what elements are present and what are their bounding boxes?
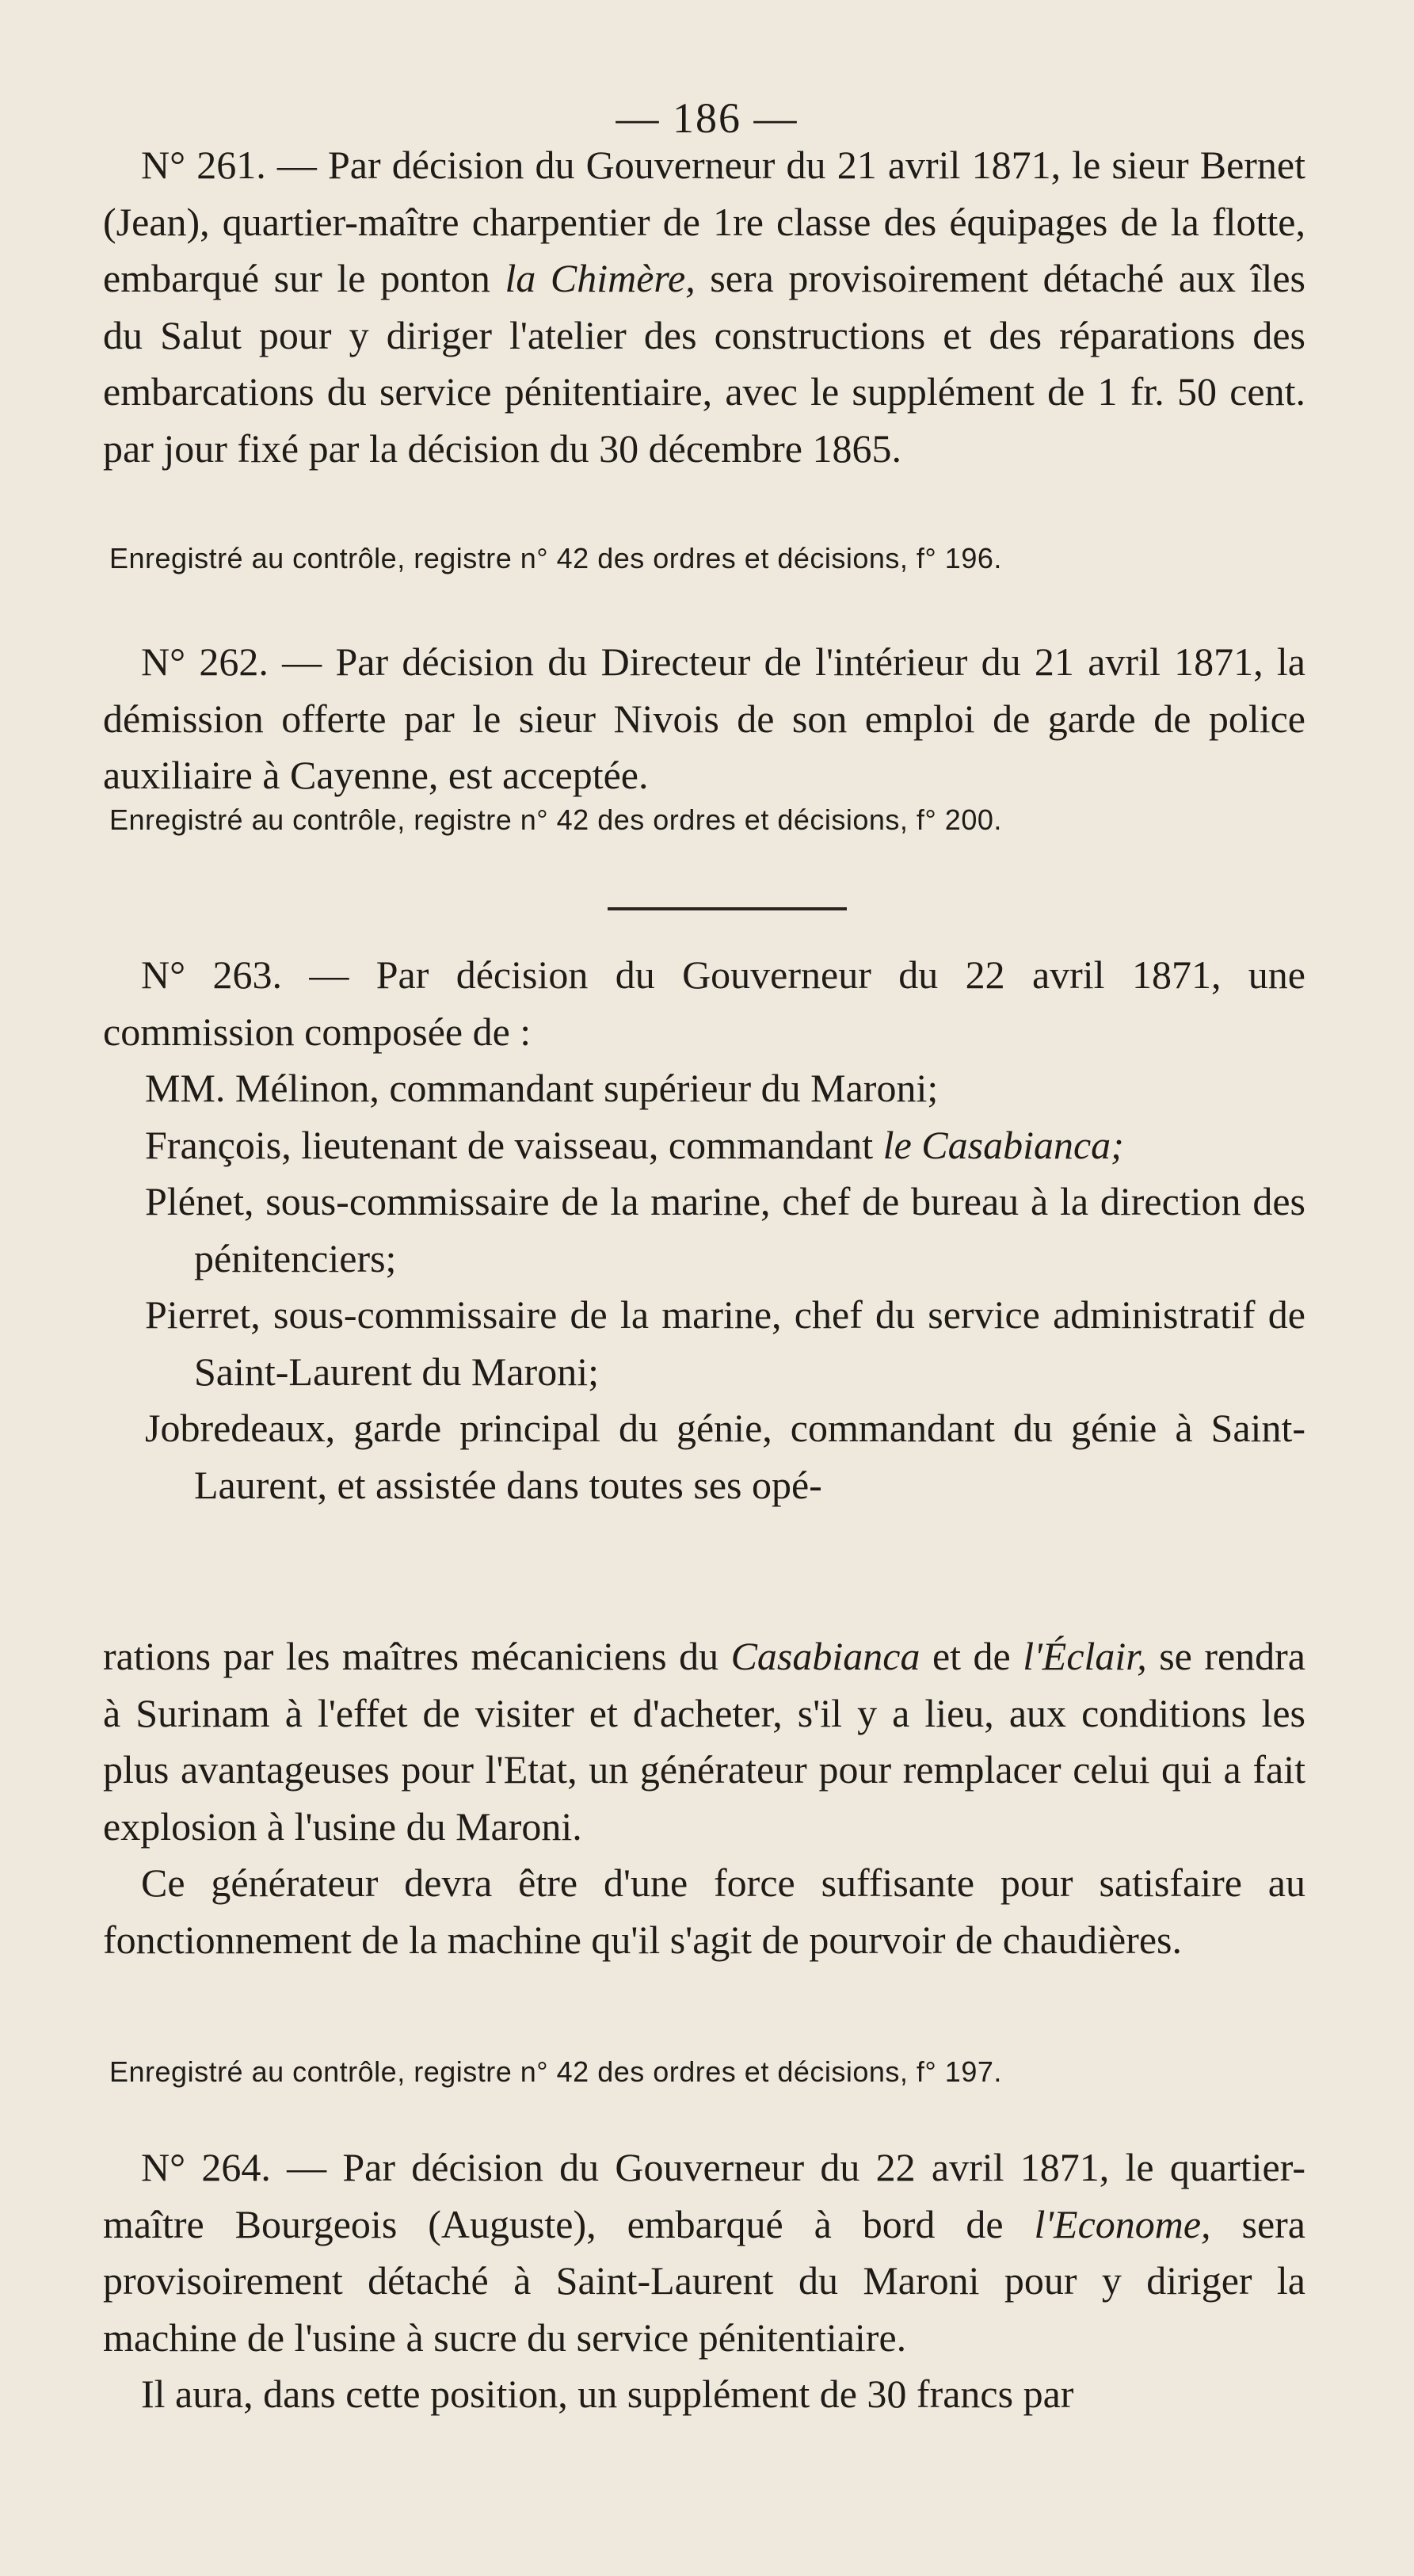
page-number: — 186 —: [616, 94, 798, 142]
decision-264: [103, 2139, 1305, 2423]
members-prefix: MM.: [145, 1066, 226, 1110]
section-divider-rule: [608, 907, 847, 910]
decision-text: — Par décision du Gouverneur du 22 avril 1871, une commission composée de :: [103, 952, 1305, 1054]
commission-members: [103, 1060, 1305, 1513]
registration-note: Enregistré au contrôle, registre n° 42 des ordres et décisions, f° 196.: [109, 542, 1002, 574]
decision-text-continued: sera provisoirement détaché aux îles du Salut pour y diriger l'atelier des constructions et des réparations des embarcations du service pénitentiaire, avec le supplément de 1 fr. 50 cent. par jour fixé par la décision du 30 décembre 1865.: [103, 256, 1306, 471]
decision-264-second-paragraph: Il aura, dans cette position, un supplément de 30 francs par: [141, 2372, 1074, 2416]
member-item: Jobredeaux, garde principal du génie, commandant du génie à Saint-Laurent, et assistée dans toutes ses opé-: [145, 1406, 1305, 1507]
ship-name: l'Econome,: [1034, 2201, 1211, 2246]
decision-number: N° 263.: [141, 952, 282, 997]
ship-name: le Casabianca;: [882, 1122, 1124, 1167]
registration-note: Enregistré au contrôle, registre n° 42 des ordres et décisions, f° 200.: [109, 803, 1002, 836]
decision-number: N° 264.: [141, 2145, 271, 2189]
member-item: François, lieutenant de vaisseau, commandant le Casabianca;: [145, 1122, 1124, 1167]
decision-number: N° 261.: [141, 143, 266, 187]
registration-note: Enregistré au contrôle, registre n° 42 des ordres et décisions, f° 197.: [109, 2055, 1002, 2088]
decision-text-continued: sera provisoirement détaché à Saint-Laurent du Maroni pour y diriger la machine de l'usine à sucre du service pénitentiaire.: [103, 2201, 1305, 2360]
decision-261: [103, 137, 1305, 477]
decision-263-intro: [103, 947, 1305, 1060]
member-item: Pierret, sous-commissaire de la marine, chef du service administratif de Saint-Laurent du Maroni;: [145, 1292, 1305, 1394]
decision-number: N° 262.: [141, 639, 269, 684]
member-item: MM. Mélinon, commandant supérieur du Maroni;: [145, 1066, 939, 1110]
decision-263-second-paragraph: Ce générateur devra être d'une force suffisante pour satisfaire au fonctionnement de la machine qu'il s'agit de pourvoir de chaudières.: [103, 1860, 1305, 1962]
member-item: Plénet, sous-commissaire de la marine, chef de bureau à la direction des pénitenciers;: [145, 1179, 1305, 1280]
decision-263-continuation: rations par les maîtres mécaniciens du Casabianca et de l'Éclair, se rendra à Surinam à l'effet de visiter et d'acheter, s'il y a lieu, aux conditions les plus avantageuses pour l'Etat, un générateur pour remplacer celui qui a fait explosion à l'usine du Maroni. Ce générateur devra être d'une force suffisante pour satisfaire au fonctionnement de la machine qu'il s'agit de pourvoir de chaudières.: [103, 1628, 1305, 1968]
ship-name: l'Éclair,: [1023, 1634, 1147, 1678]
ship-name: Casabianca: [730, 1634, 920, 1678]
decision-text: — Par décision du Directeur de l'intérieur du 21 avril 1871, la démission offerte par le sieur Nivois de son emploi de garde de police auxiliaire à Cayenne, est acceptée.: [103, 639, 1305, 797]
ship-name: la Chimère,: [505, 256, 696, 300]
decision-text: — Par décision du Gouverneur du 22 avril 1871, le quartier-maître Bourgeois (Auguste), embarqué à bord de: [103, 2145, 1305, 2246]
decision-262: [103, 634, 1305, 804]
decision-text: — Par décision du Gouverneur du 21 avril 1871, le sieur Bernet (Jean), quartier-maître charpentier de 1re classe des équipages de la flotte, embarqué sur le ponton: [103, 143, 1305, 300]
